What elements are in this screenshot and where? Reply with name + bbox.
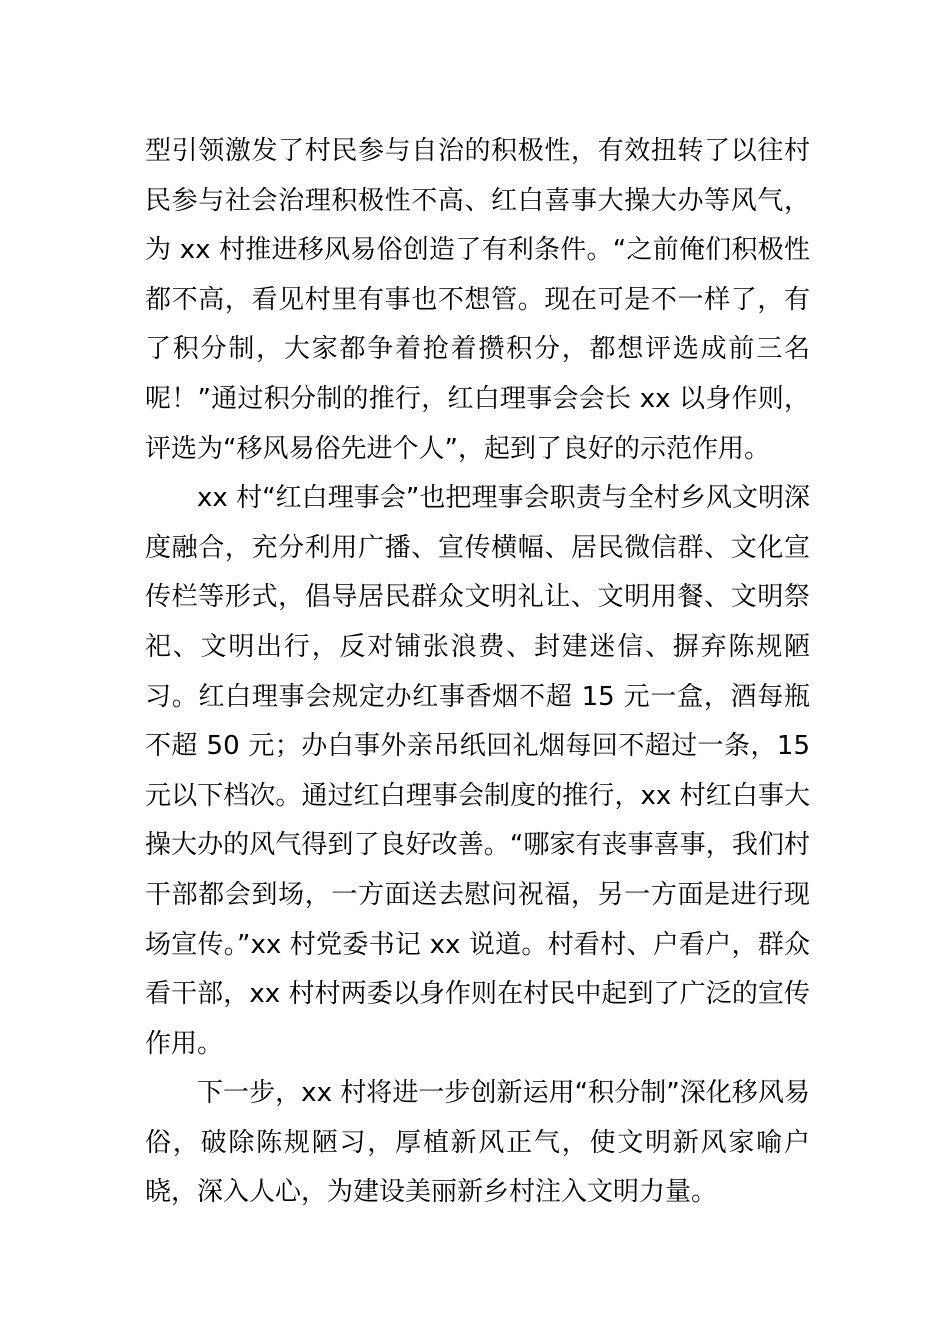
paragraph-continuation: 型引领激发了村民参与自治的积极性，有效扭转了以往村民参与社会治理积极性不高、红白喜事大操大办等风气，为 xx 村推进移风易俗创造了有利条件。“之前俺们积极性都不高，看见村里有事也不想管。现在可是不一样了，有了积分制，大家都争着抢着攒积分，都想评选成前三名呢！”通过积分制的推行，红白理事会会长 xx 以身作则，评选为“移风易俗先进个人”，起到了良好的示范作用。 — [145, 136, 810, 464]
paragraph-red-white-council: xx 村“红白理事会”也把理事会职责与全村乡风文明深度融合，充分利用广播、宣传横幅、居民微信群、文化宣传栏等形式，倡导居民群众文明礼让、文明用餐、文明祭祀、文明出行，反对铺张浪费、封建迷信、摒弃陈规陋习。红白理事会规定办红事香烟不超 15 元一盒，酒每瓶不超 50 元；办白事外亲吊纸回礼烟每回不超过一条，15 元以下档次。通过红白理事会制度的推行，xx 村红白事大操大办的风气得到了良好改善。“哪家有丧事喜事，我们村干部都会到场，一方面送去慰问祝福，另一方面是进行现场宣传。”xx 村党委书记 xx 说道。村看村、户看户，群众看干部，xx 村村两委以身作则在村民中起到了广泛的宣传作用。 — [145, 483, 810, 1059]
paragraph-next-steps: 下一步，xx 村将进一步创新运用“积分制”深化移风易俗，破除陈规陋习，厚植新风正气，使文明新风家喻户晓，深入人心，为建设美丽新乡村注入文明力量。 — [145, 1078, 810, 1208]
document-body — [145, 127, 810, 1218]
